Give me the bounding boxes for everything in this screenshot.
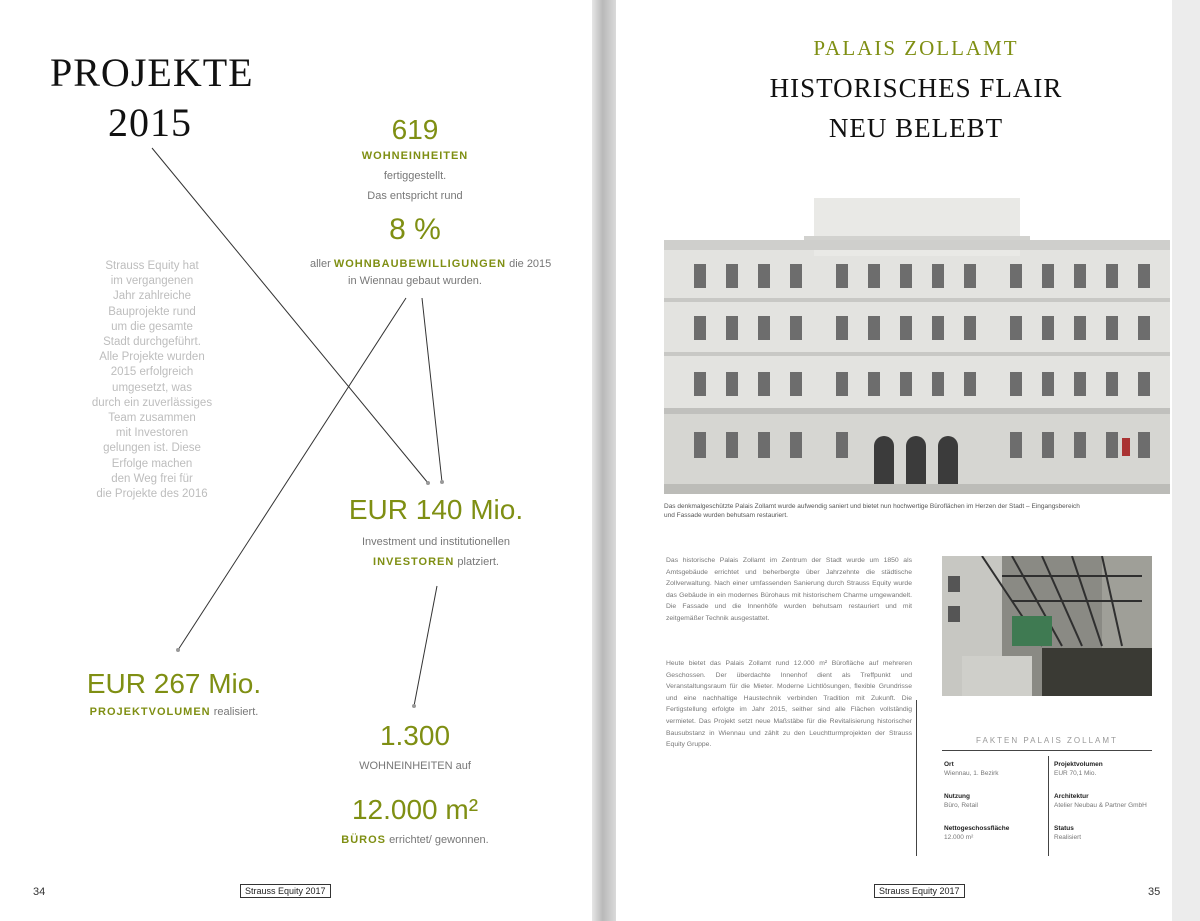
building-window xyxy=(868,316,880,340)
fact-value: Büro, Retail xyxy=(944,802,978,809)
connector-line-8pct-right xyxy=(422,298,442,482)
building-window xyxy=(836,372,848,396)
building-window xyxy=(758,264,770,288)
stat-8pct-line1: aller WOHNBAUBEWILLIGUNGEN die 2015 xyxy=(310,258,552,270)
intro-line: durch ein zuverlässiges xyxy=(91,396,213,409)
building-window xyxy=(900,316,912,340)
intro-line: gelungen ist. Diese xyxy=(103,442,201,455)
building-window xyxy=(726,432,738,458)
building-window xyxy=(1106,432,1118,458)
building-window xyxy=(1106,372,1118,396)
connector-dot xyxy=(426,481,430,485)
building-window xyxy=(694,316,706,340)
building-window xyxy=(1138,264,1150,288)
building-window xyxy=(1010,432,1022,458)
fact-label: Projektvolumen xyxy=(1054,761,1103,768)
building-window xyxy=(790,264,802,288)
building-window xyxy=(932,372,944,396)
stat-140-line1: Investment und institutionellen xyxy=(362,536,510,548)
building-window xyxy=(932,316,944,340)
page-title-year: 2015 xyxy=(108,100,192,145)
intro-line: im vergangenen xyxy=(110,275,194,288)
stat-267-block xyxy=(66,668,282,722)
right-edge-band xyxy=(1172,0,1200,921)
building-window xyxy=(1074,264,1086,288)
intro-line: Team zusammen xyxy=(108,412,196,425)
building-window xyxy=(790,372,802,396)
page-title-projekte: PROJEKTE xyxy=(50,50,254,95)
connector-dot xyxy=(176,648,180,652)
article-title-line2: NEU BELEBT xyxy=(828,113,1004,143)
page-gutter xyxy=(592,0,616,921)
fact-row xyxy=(944,792,1044,810)
facts-right-column xyxy=(1054,760,1154,856)
intro-line: Jahr zahlreiche xyxy=(113,290,191,303)
building-window xyxy=(1106,316,1118,340)
intro-line: um die gesamte xyxy=(111,320,193,333)
fact-label: Architektur xyxy=(1054,793,1089,800)
building-window xyxy=(1138,432,1150,458)
building-window xyxy=(1106,264,1118,288)
building-window xyxy=(1074,432,1086,458)
building-window xyxy=(1074,372,1086,396)
intro-line: Strauss Equity hat xyxy=(105,260,199,272)
building-window xyxy=(964,372,976,396)
stat-267-number: EUR 267 Mio. xyxy=(86,668,262,699)
building-window xyxy=(1138,372,1150,396)
intro-line: Stadt durchgeführt. xyxy=(103,336,201,349)
intro-line: mit Investoren xyxy=(115,427,189,440)
stat-12000-number: 12.000 m² xyxy=(351,794,479,825)
building-window xyxy=(694,432,706,458)
stat-1300-number: 1.300 xyxy=(379,720,451,751)
left-page xyxy=(0,0,592,921)
building-window xyxy=(758,372,770,396)
stat-8pct-block xyxy=(310,213,552,288)
connector-dot xyxy=(412,704,416,708)
stat-140-line2: INVESTOREN platziert. xyxy=(373,556,499,568)
page-number-right: 35 xyxy=(1148,886,1161,898)
building-window xyxy=(900,372,912,396)
stat-140-block xyxy=(318,494,554,572)
footer-label-left: Strauss Equity 2017 xyxy=(240,884,331,898)
building-photo xyxy=(664,176,1170,494)
fact-row xyxy=(944,760,1044,778)
page-number-left: 34 xyxy=(33,886,46,898)
stat-619-number: 619 xyxy=(391,114,439,145)
stat-12000-caption: BÜROS errichtet/ gewonnen. xyxy=(341,834,489,846)
fact-value: 12.000 m² xyxy=(944,834,974,841)
building-window xyxy=(868,372,880,396)
fact-value: Atelier Neubau & Partner GmbH xyxy=(1054,802,1147,809)
building-window xyxy=(836,316,848,340)
building-window xyxy=(1010,264,1022,288)
building-window xyxy=(726,316,738,340)
stat-619-line2: fertiggestellt. xyxy=(383,170,447,182)
stat-140-number: EUR 140 Mio. xyxy=(348,494,524,525)
connector-line-140 xyxy=(414,586,437,706)
building-window xyxy=(694,372,706,396)
building-window xyxy=(1010,372,1022,396)
stat-619-highlight: WOHNEINHEITEN xyxy=(361,150,469,162)
intro-line: 2015 erfolgreich xyxy=(110,366,194,379)
facts-rule xyxy=(942,750,1152,751)
article-paragraph-2: Heute bietet das Palais Zollamt rund 12.000 m² Bürofläche auf mehreren Geschossen. Der überdachte Innenhof dient als Treffpunkt und Veranstaltungsraum für die Mieter. Moderne Lichtlösungen, flexible Grundrisse und eine nachhaltige Haustechnik verbinden Tradition mit Zukunft. Die Fertigstellung erfolgte im Jahr 2015, seither sind alle Flächen vollständig vermietet. Das Projekt setzt neue Maßstäbe für die Revitalisierung historischer Bausubstanz in Wiennau und zählt zu den Leuchtturmprojekten der Strauss Equity Gruppe. xyxy=(666,660,912,749)
article-kicker: PALAIS ZOLLAMT xyxy=(813,36,1019,60)
stat-267-caption: PROJEKTVOLUMEN realisiert. xyxy=(89,706,259,718)
stat-1300-line1: WOHNEINHEITEN auf xyxy=(359,760,471,772)
fact-label: Nutzung xyxy=(944,793,970,800)
article-paragraph-1: Das historische Palais Zollamt im Zentrum der Stadt wurde um 1850 als Amtsgebäude errichtet und beherbergte über Jahrzehnte die städtische Zollverwaltung. Nach einer umfassenden Sanierung durch Strauss Equity wurde das Gebäude in ein modernes Bürohaus mit historischem Charme umgewandelt. Die Fassade und die Innenhöfe wurden behutsam restauriert und mit zeitgemäßer Technik ausgestattet. xyxy=(666,557,912,622)
stat-619-line3: Das entspricht rund xyxy=(367,190,463,202)
building-window xyxy=(726,264,738,288)
building-window xyxy=(790,432,802,458)
stat-12000-block xyxy=(310,794,520,850)
building-window xyxy=(758,316,770,340)
building-window xyxy=(836,264,848,288)
intro-line: Bauprojekte rund xyxy=(108,305,196,318)
courtyard-photo xyxy=(942,556,1152,696)
intro-line: umgesetzt, was xyxy=(112,381,192,394)
intro-line: Erfolge machen xyxy=(111,457,193,470)
building-window xyxy=(1042,316,1054,340)
stat-8pct-line2: in Wiennau gebaut wurden. xyxy=(348,275,482,287)
building-window xyxy=(868,264,880,288)
building-window xyxy=(694,264,706,288)
fact-row xyxy=(944,824,1044,842)
facts-header: FAKTEN PALAIS ZOLLAMT xyxy=(976,736,1118,745)
connector-dot xyxy=(440,480,444,484)
photo-caption: Das denkmalgeschützte Palais Zollamt wurde aufwendig saniert und bietet nun hochwertige Büroflächen im Herzen der Stadt – Eingangsbereich und Fassade wurden behutsam restauriert. xyxy=(664,503,1080,519)
intro-line: Alle Projekte wurden xyxy=(99,351,205,364)
building-window xyxy=(1042,372,1054,396)
fact-value: Realisiert xyxy=(1054,834,1082,841)
building-window xyxy=(964,264,976,288)
article-title-line1: HISTORISCHES FLAIR xyxy=(769,73,1063,103)
intro-line: die Projekte des 2016 xyxy=(96,488,208,501)
building-window xyxy=(1138,316,1150,340)
building-window xyxy=(836,432,848,458)
building-window xyxy=(726,372,738,396)
stat-8pct-number: 8 % xyxy=(389,213,441,246)
stat-1300-block xyxy=(320,720,510,776)
building-window xyxy=(900,264,912,288)
footer-label-right: Strauss Equity 2017 xyxy=(874,884,965,898)
fact-value: EUR 70,1 Mio. xyxy=(1054,770,1097,777)
facts-divider xyxy=(1048,756,1049,856)
building-window xyxy=(1010,316,1022,340)
intro-line: den Weg frei für xyxy=(111,472,193,485)
building-window xyxy=(1042,432,1054,458)
fact-row xyxy=(1054,760,1154,778)
building-window xyxy=(758,432,770,458)
fact-row xyxy=(1054,792,1154,810)
fact-value: Wiennau, 1. Bezirk xyxy=(944,770,999,777)
facts-box-border xyxy=(916,700,917,856)
building-window xyxy=(1074,316,1086,340)
facts-left-column xyxy=(944,760,1044,856)
right-page xyxy=(616,0,1200,921)
fact-label: Nettogeschossfläche xyxy=(944,825,1010,832)
building-window xyxy=(964,316,976,340)
fact-label: Status xyxy=(1054,825,1074,832)
intro-paragraph xyxy=(72,259,232,502)
building-window xyxy=(932,264,944,288)
building-window xyxy=(1042,264,1054,288)
fact-label: Ort xyxy=(944,761,954,768)
stat-619-block xyxy=(320,114,510,206)
building-window xyxy=(790,316,802,340)
fact-row xyxy=(1054,824,1154,842)
